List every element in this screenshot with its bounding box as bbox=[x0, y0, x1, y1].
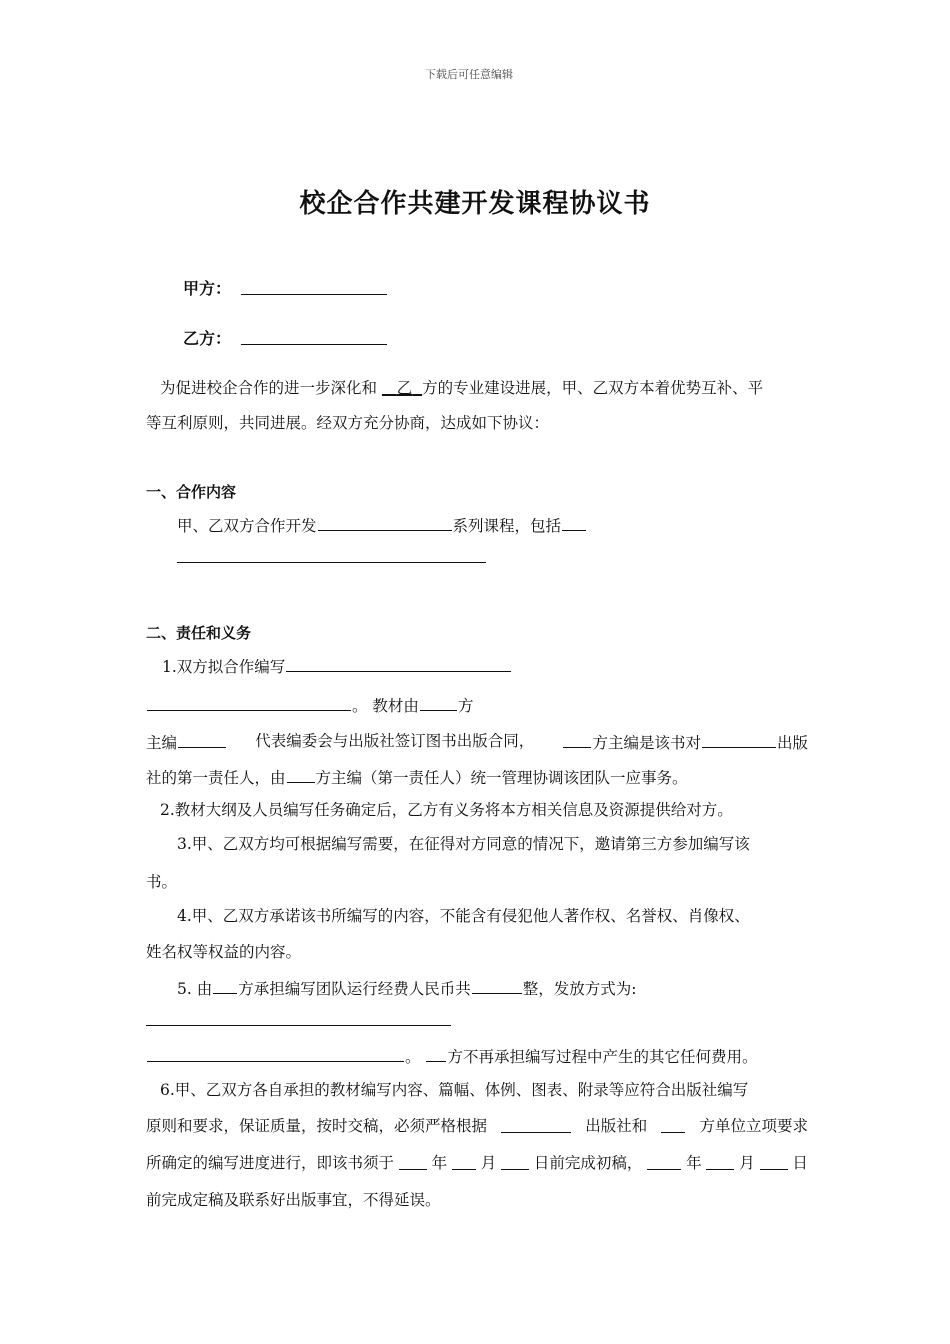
textbook-name-blank-2[interactable] bbox=[147, 694, 351, 711]
chief-editor-blank[interactable] bbox=[178, 731, 226, 748]
funding-party-blank[interactable] bbox=[213, 977, 237, 994]
item-4-line-1: 4.甲、乙双方承诺该书所编写的内容，不能含有侵犯他人著作权、名誉权、肖像权、 bbox=[177, 907, 750, 925]
item-1-line-1: 1.双方拟合作编写 bbox=[162, 655, 512, 677]
item-6-line-3: 所确定的编写进度进行，即该书须于 年 月 日前完成初稿， 年 月 日 bbox=[146, 1154, 808, 1172]
includes-blank-line-2[interactable] bbox=[177, 562, 486, 563]
item-6-line-2: 原则和要求，保证质量，按时交稿，必须严格根据 出版社和 方单位立项要求 bbox=[146, 1117, 808, 1135]
textbook-name-blank[interactable] bbox=[286, 655, 511, 672]
amount-blank[interactable] bbox=[472, 977, 522, 994]
item-5-line-3: 。 方不再承担编写过程中产生的其它任何费用。 bbox=[146, 1045, 757, 1067]
item-1-line-2: 。 教材由 方 bbox=[146, 694, 473, 716]
item-5-line-1: 5. 由 方承担编写团队运行经费人民币共 整，发放方式为: bbox=[177, 977, 636, 999]
document-title: 校企合作共建开发课程协议书 bbox=[299, 189, 651, 219]
includes-blank[interactable] bbox=[562, 514, 586, 531]
project-party-blank[interactable] bbox=[661, 1116, 685, 1133]
intro-line-1 bbox=[146, 378, 808, 398]
course-series-blank[interactable] bbox=[318, 514, 452, 531]
section-1-heading: 一、合作内容 bbox=[146, 483, 237, 501]
payment-method-blank[interactable] bbox=[146, 1025, 451, 1026]
publisher-name-blank[interactable] bbox=[501, 1116, 571, 1133]
draft-day-blank[interactable] bbox=[501, 1153, 529, 1170]
intro-text-a: 为促进校企合作的进一步深化和 bbox=[160, 379, 378, 397]
item-6-line-1: 6.甲、乙双方各自承担的教材编写内容、篇幅、体例、图表、附录等应符合出版社编写 bbox=[160, 1081, 749, 1099]
header-note: 下载后可任意编辑 bbox=[425, 68, 513, 81]
party-a-label: 甲方： bbox=[183, 279, 232, 298]
draft-year-blank[interactable] bbox=[399, 1153, 427, 1170]
publisher-blank[interactable] bbox=[702, 731, 776, 748]
party-a-blank[interactable] bbox=[241, 294, 387, 295]
intro-line-2: 等互利原则，共同进展。经双方充分协商，达成如下协议： bbox=[146, 414, 550, 432]
section-1-line-1: 甲、乙双方合作开发 系列课程，包括 bbox=[177, 514, 587, 536]
final-month-blank[interactable] bbox=[706, 1153, 734, 1170]
item-3-line-1: 3.甲、乙双方均可根据编写需要，在征得对方同意的情况下，邀请第三方参加编写该 bbox=[177, 835, 750, 853]
intro-text-b: 方的专业建设进展，甲、乙双方本着优势互补、平 bbox=[422, 379, 764, 397]
payment-method-blank-2[interactable] bbox=[147, 1045, 404, 1062]
item-1-line-3: 主编 代表编委会与出版社签订图书出版合同， 方主编是该书对 出版 bbox=[146, 732, 808, 752]
item-6-line-4: 前完成定稿及联系好出版事宜，不得延误。 bbox=[146, 1191, 441, 1209]
intro-party: 乙 bbox=[396, 379, 413, 397]
item-2: 2.教材大纲及人员编写任务确定后，乙方有义务将本方相关信息及资源提供给对方。 bbox=[160, 801, 733, 819]
item-1-line-4: 社的第一责任人，由 方主编（第一责任人）统一管理协调该团队一应事务。 bbox=[146, 766, 688, 788]
final-year-blank[interactable] bbox=[647, 1153, 681, 1170]
coordinator-party-blank[interactable] bbox=[287, 766, 315, 783]
party-b-label: 乙方： bbox=[183, 329, 232, 348]
section-2-heading: 二、责任和义务 bbox=[146, 624, 252, 642]
draft-month-blank[interactable] bbox=[452, 1153, 476, 1170]
party-b-blank[interactable] bbox=[241, 344, 387, 345]
final-day-blank[interactable] bbox=[760, 1153, 788, 1170]
item-3-line-2: 书。 bbox=[146, 873, 178, 891]
no-cost-party-blank[interactable] bbox=[426, 1045, 446, 1062]
main-editor-party-blank[interactable] bbox=[563, 731, 591, 748]
item-4-line-2: 姓名权等权益的内容。 bbox=[146, 943, 302, 961]
editor-party-blank[interactable] bbox=[420, 694, 457, 711]
